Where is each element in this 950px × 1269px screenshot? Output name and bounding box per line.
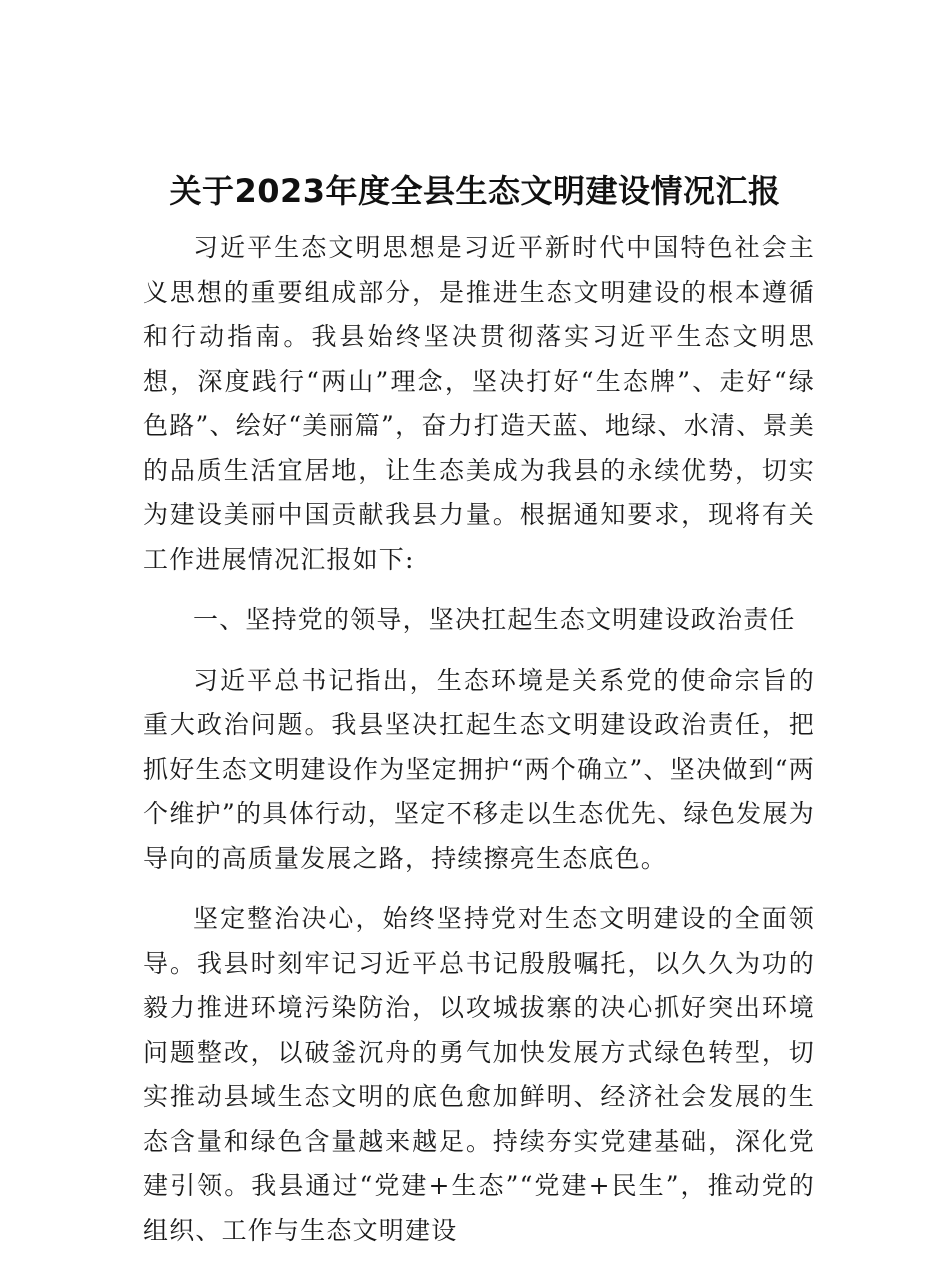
document-title: 关于2023年度全县生态文明建设情况汇报 [169, 172, 781, 210]
intro-paragraph: 习近平生态文明思想是习近平新时代中国特色社会主义思想的重要组成部分，是推进生态文明建设的根本遵循和行动指南。我县始终坚决贯彻落实习近平生态文明思想，深度践行“两山”理念，坚决打好“生态牌”、走好“绿色路”、绘好“美丽篇”，奋力打造天蓝、地绿、水清、景美的品质生活宜居地，让生态美成为我县的永续优势，切实为建设美丽中国贡献我县力量。根据通知要求，现将有关工作进展情况汇报如下: [143, 233, 815, 574]
section-heading-1: 一、坚持党的领导，坚决扛起生态文明建设政治责任 [193, 605, 796, 634]
document-body [143, 226, 815, 1269]
section-1-paragraph-1: 习近平总书记指出，生态环境是关系党的使命宗旨的重大政治问题。我县坚决扛起生态文明建设政治责任，把抓好生态文明建设作为坚定拥护“两个确立”、坚决做到“两个维护”的具体行动，坚定不移走以生态优先、绿色发展为导向的高质量发展之路，持续擦亮生态底色。 [143, 665, 815, 873]
section-1-paragraph-2: 坚定整治决心，始终坚持党对生态文明建设的全面领导。我县时刻牢记习近平总书记殷殷嘱托，以久久为功的毅力推进环境污染防治，以攻城拔寨的决心抓好突出环境问题整改，以破釜沉舟的勇气加快发展方式绿色转型，切实推动县域生态文明的底色愈加鲜明、经济社会发展的生态含量和绿色含量越来越足。持续夯实党建基础，深化党建引领。我县通过“党建+生态”“党建+民生”，推动党的组织、工作与生态文明建设 [143, 904, 815, 1245]
